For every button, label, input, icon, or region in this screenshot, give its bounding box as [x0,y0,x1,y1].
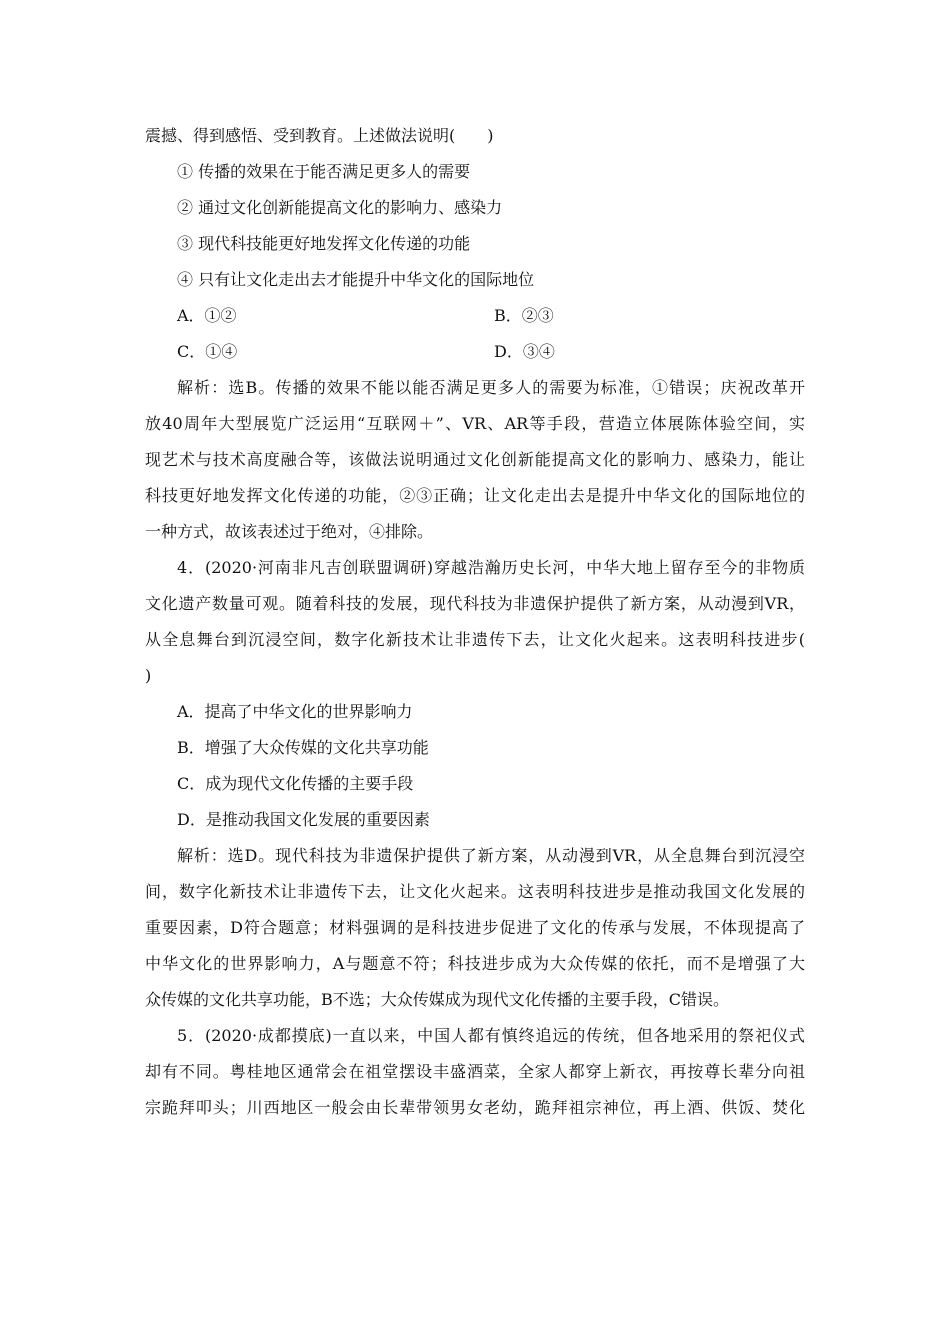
q3-analysis-line: 放40周年大型展览广泛运用“互联网＋”、VR、AR等手段，营造立体展陈体验空间，实 [145,414,805,433]
q4-stem-line: 从全息舞台到沉浸空间，数字化新技术让非遗传下去，让文化火起来。这表明科技进步( [145,630,805,649]
q4-stem-line: ) [145,666,152,685]
q5-stem-line: 5．(2020·成都摸底)一直以来，中国人都有慎终追远的传统，但各地采用的祭祀仪式 [177,1026,805,1045]
q3-item-4: ④ 只有让文化走出去才能提升中华文化的国际地位 [177,270,535,289]
q4-analysis-line: 解析：选D。现代科技为非遗保护提供了新方案，从动漫到VR，从全息舞台到沉浸空 [177,846,805,865]
q3-option-b: B．②③ [494,306,554,325]
q4-stem-line: 文化遗产数量可观。随着科技的发展，现代科技为非遗保护提供了新方案，从动漫到VR， [145,594,805,613]
q4-analysis-line: 重要因素，D符合题意；材料强调的是科技进步促进了文化的传承与发展，不体现提高了 [145,918,805,937]
q5-stem-line: 却有不同。粤桂地区通常会在祖堂摆设丰盛酒菜，全家人都穿上新衣，再按尊长辈分向祖 [145,1062,805,1081]
q3-analysis-line: 现艺术与技术高度融合等，该做法说明通过文化创新能提高文化的影响力、感染力，能让 [145,450,805,469]
q4-analysis-line: 间，数字化新技术让非遗传下去，让文化火起来。这表明科技进步是推动我国文化发展的 [145,882,805,901]
q3-item-1: ① 传播的效果在于能否满足更多人的需要 [177,162,471,181]
q4-option-b: B．增强了大众传媒的文化共享功能 [177,738,429,757]
q3-item-2: ② 通过文化创新能提高文化的影响力、感染力 [177,198,503,217]
q3-option-a: A．①② [177,306,237,325]
q3-analysis-line: 一种方式，故该表述过于绝对，④排除。 [145,522,434,541]
q3-item-3: ③ 现代科技能更好地发挥文化传递的功能 [177,234,471,253]
q3-analysis-line: 科技更好地发挥文化传递的功能，②③正确；让文化走出去是提升中华文化的国际地位的 [145,486,805,505]
q4-stem-line: 4．(2020·河南非凡吉创联盟调研)穿越浩瀚历史长河，中华大地上留存至今的非物质 [177,558,805,577]
q4-option-a: A．提高了中华文化的世界影响力 [177,702,413,721]
q3-option-c: C．①④ [177,342,238,361]
q3-option-d: D．③④ [494,342,555,361]
q3-stem-end: 震撼、得到感悟、受到教育。上述做法说明( ) [145,126,494,145]
q5-stem-line: 宗跪拜叩头；川西地区一般会由长辈带领男女老幼，跪拜祖宗神位，再上酒、供饭、焚化 [145,1098,805,1117]
q4-analysis-line: 众传媒的文化共享功能，B不选；大众传媒成为现代文化传播的主要手段，C错误。 [145,990,730,1009]
q4-option-c: C．成为现代文化传播的主要手段 [177,774,414,793]
q3-analysis-line: 解析：选B。传播的效果不能以能否满足更多人的需要为标准，①错误；庆祝改革开 [177,378,805,397]
q4-option-d: D．是推动我国文化发展的重要因素 [177,810,430,829]
q4-analysis-line: 中华文化的世界影响力，A与题意不符；科技进步成为大众传媒的依托，而不是增强了大 [145,954,805,973]
